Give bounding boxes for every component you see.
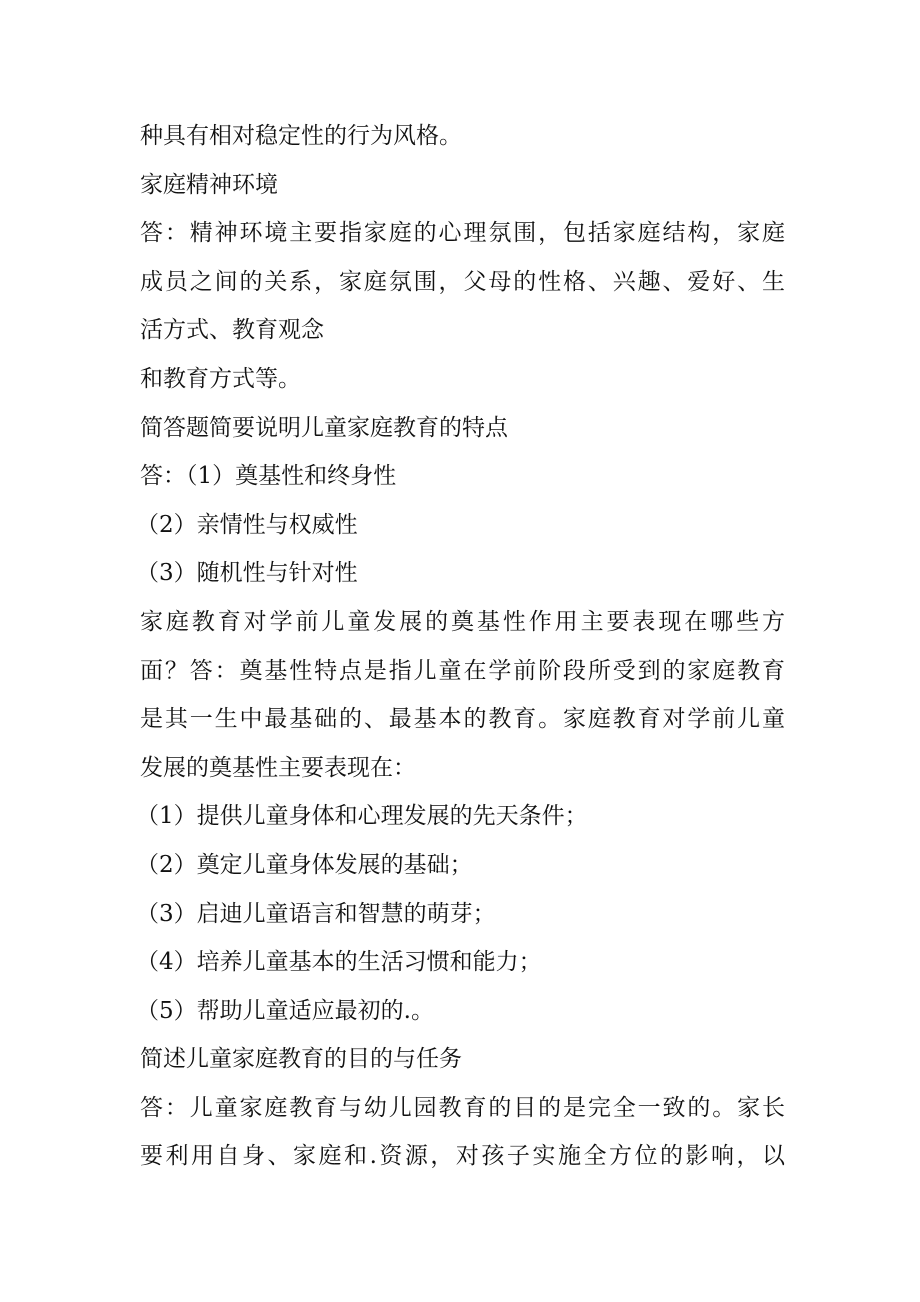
text-line: 要利用自身、家庭和.资源，对孩子实施全方位的影响，以 (140, 1143, 785, 1170)
text-line: 活方式、教育观念 (140, 317, 324, 344)
list-item: （4）培养儿童基本的生活习惯和能力； (136, 949, 542, 976)
list-item: （1）提供儿童身体和心理发展的先天条件； (136, 803, 588, 830)
section-heading: 家庭精神环境 (140, 171, 278, 198)
list-item: （3）启迪儿童语言和智慧的萌芽； (136, 900, 496, 927)
list-item: （2）奠定儿童身体发展的基础； (136, 851, 473, 878)
text-line: 成员之间的关系，家庭氛围，父母的性格、兴趣、爱好、生 (140, 268, 785, 295)
text-line: 面？答：奠基性特点是指儿童在学前阶段所受到的家庭教育 (140, 657, 785, 684)
text-line: 答：儿童家庭教育与幼儿园教育的目的是完全一致的。家长 (140, 1094, 785, 1121)
text-line: 和教育方式等。 (140, 365, 301, 392)
list-item: （3）随机性与针对性 (136, 560, 358, 587)
text-line: 种具有相对稳定性的行为风格。 (140, 123, 462, 149)
text-line: 答：精神环境主要指家庭的心理氛围，包括家庭结构，家庭 (140, 220, 785, 247)
text-line: 是其一生中最基础的、最基本的教育。家庭教育对学前儿童 (140, 706, 785, 733)
list-item: （2）亲情性与权威性 (136, 511, 358, 538)
text-line: 家庭教育对学前儿童发展的奠基性作用主要表现在哪些方 (140, 608, 785, 635)
section-heading: 简述儿童家庭教育的目的与任务 (140, 1046, 462, 1073)
text-line: 发展的奠基性主要表现在： (140, 754, 416, 781)
list-item: （5）帮助儿童适应最初的.。 (136, 997, 434, 1024)
section-heading: 简答题简要说明儿童家庭教育的特点 (140, 414, 508, 441)
text-line: 答：（1）奠基性和终身性 (140, 463, 397, 490)
document-body (136, 112, 785, 1181)
